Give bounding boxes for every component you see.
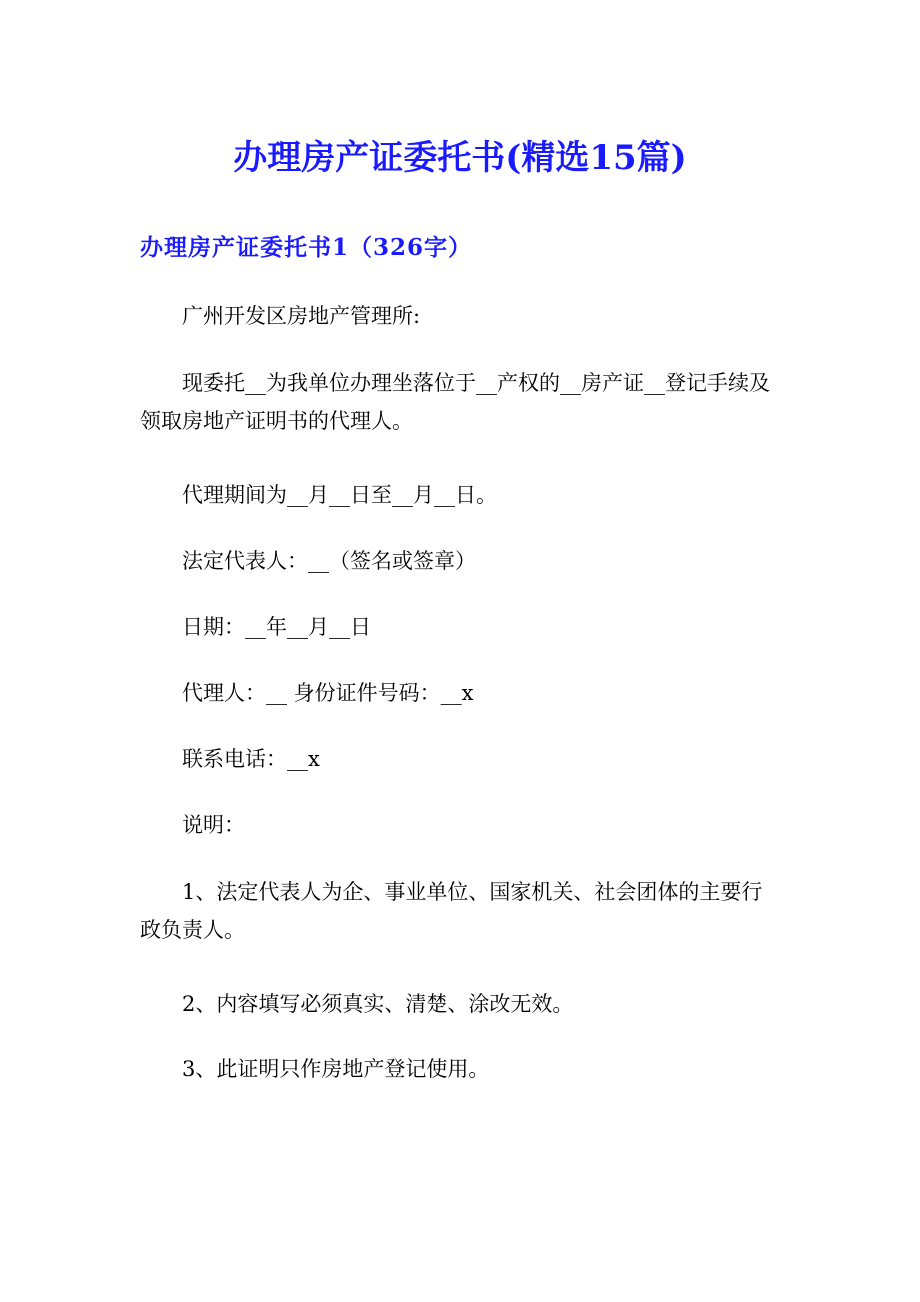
note-2-paragraph: 2、内容填写必须真实、清楚、涂改无效。 <box>182 992 574 1016</box>
document-title: 办理房产证委托书(精选15篇) <box>233 138 687 178</box>
section-heading: 办理房产证委托书1（326字） <box>140 234 473 261</box>
phone-paragraph: 联系电话：__x <box>182 747 320 771</box>
date-paragraph: 日期：__年__月__日 <box>182 615 371 639</box>
agency-period-paragraph: 代理期间为__月__日至__月__日。 <box>182 483 497 507</box>
notes-heading-paragraph: 说明： <box>182 813 245 837</box>
note-3-paragraph: 3、此证明只作房地产登记使用。 <box>182 1057 490 1081</box>
addressee-paragraph: 广州开发区房地产管理所: <box>182 304 421 328</box>
note-1-paragraph: 1、法定代表人为企、事业单位、国家机关、社会团体的主要行政负责人。 <box>140 880 763 942</box>
legal-representative-paragraph: 法定代表人：__（签名或签章） <box>182 549 476 573</box>
agent-id-paragraph: 代理人：__ 身份证件号码：__x <box>182 681 474 705</box>
entrustment-paragraph: 现委托__为我单位办理坐落位于__产权的__房产证__登记手续及领取房地产证明书的代理人。 <box>140 371 770 433</box>
